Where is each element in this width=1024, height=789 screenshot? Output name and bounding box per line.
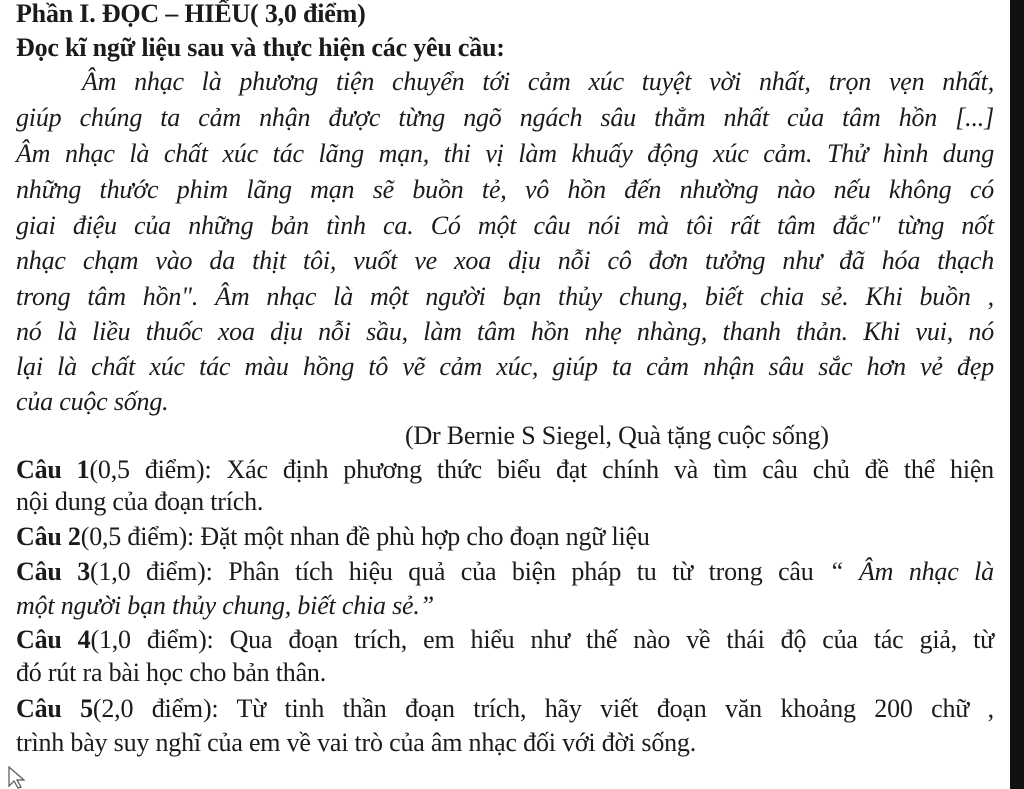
question-4-continuation: đó rút ra bài học cho bản thân. [16,658,327,687]
question-3-continuation: một người bạn thủy chung, biết chia sẻ.” [16,591,434,620]
passage-line: nó là liều thuốc xoa dịu nỗi sầu, làm tâm hồn nhẹ nhàng, thanh thản. Khi vui, nó [16,317,994,346]
question-4-line [16,624,994,656]
question-5-continuation: trình bày suy nghĩ của em về vai trò của âm nhạc đối với đời sống. [16,728,697,757]
question-text: (2,0 điểm): Từ tinh thần đoạn trích, hãy viết đoạn văn khoảng 200 chữ , [92,694,994,723]
question-text: (0,5 điểm): Xác định phương thức biểu đạt chính và tìm câu chủ đề thể hiện [89,455,994,484]
question-label: Câu 1 [16,455,90,484]
passage-line: những thước phim lãng mạn sẽ buồn tẻ, vô hồn đến nhường nào nếu không có [16,175,994,204]
passage-line: lại là chất xúc tác màu hồng tô vẽ cảm xúc, giúp ta cảm nhận sâu sắc hơn vẻ đẹp [16,352,994,381]
question-1-line [16,454,994,486]
question-text: (0,5 điểm): Đặt một nhan đề phù hợp cho đoạn ngữ liệu [80,522,650,551]
quote-text: “ Âm nhạc là [813,557,994,586]
question-2-line [16,521,650,553]
question-label: Câu 4 [16,625,91,654]
question-label: Câu 2 [16,522,81,551]
question-text: (1,0 điểm): Qua đoạn trích, em hiểu như thế nào về thái độ của tác giả, từ [90,625,994,654]
question-label: Câu 5 [16,694,93,723]
question-5-line [16,693,994,725]
question-text: (1,0 điểm): Phân tích hiệu quả của biện pháp tu từ trong câu [90,557,814,586]
passage-line: trong tâm hồn". Âm nhạc là một người bạn thủy chung, biết chia sẻ. Khi buồn , [16,282,994,311]
section-title: Phần I. ĐỌC – HIỂU( 3,0 điểm) [16,0,366,28]
passage-line: Âm nhạc là chất xúc tác lãng mạn, thi vị làm khuấy động xúc cảm. Thử hình dung [16,139,994,168]
passage-line: giúp chúng ta cảm nhận được từng ngõ ngách sâu thẳm nhất của tâm hồn [...] [16,103,994,132]
window-edge [1010,0,1024,789]
passage-source: (Dr Bernie S Siegel, Quà tặng cuộc sống) [405,421,829,450]
question-label: Câu 3 [16,557,91,586]
question-3-line [16,556,994,588]
mouse-pointer-icon [8,766,28,789]
passage-line: Âm nhạc là phương tiện chuyển tới cảm xúc tuyệt vời nhất, trọn vẹn nhất, [82,67,994,96]
instruction-heading: Đọc kĩ ngữ liệu sau và thực hiện các yêu cầu: [16,33,505,62]
question-1-continuation: nội dung của đoạn trích. [16,487,264,516]
passage-line: giai điệu của những bản tình ca. Có một câu nói mà tôi rất tâm đắc" từng nốt [16,211,994,240]
passage-line: của cuộc sống. [16,387,169,416]
passage-line: nhạc chạm vào da thịt tôi, vuốt ve xoa dịu nỗi cô đơn tưởng như đã hóa thạch [16,246,994,275]
